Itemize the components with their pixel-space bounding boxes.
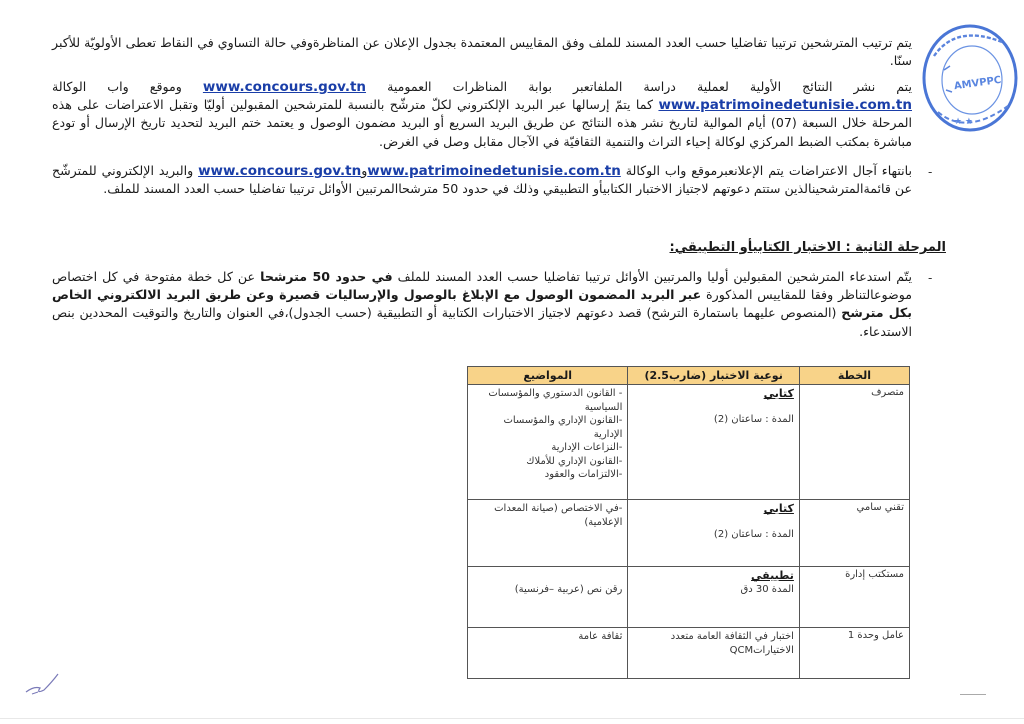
ranking-text: يتم ترتيب المترشحين ترتيبا تفاضليا حسب العدد المسند للملف وفق المقاييس المعتمدة بجدول الإعلان عن المناظرةوفي حالة التساوي في النقاط تعطى الأولويّة للأكبر سنّا. [52,35,912,69]
table-row [468,567,910,628]
subject-item: -القانون الإداري والمؤسسات الإدارية [503,415,623,440]
plan-cell: عامل وحدة 1 [799,628,909,679]
table-row [468,500,910,567]
svg-text:★ ★: ★ ★ [954,117,973,127]
bullet-marker: - [928,271,933,285]
exam-duration: المدة : ساعتان (2) [713,529,794,540]
subject-item: -القانون الإداري للأملاك [526,455,623,467]
exam-kind: تطبيقي [751,569,794,582]
agency-stamp-icon [916,20,1020,134]
exam-duration: اختبار في الثقافة العامة متعدد الاختياراتQCM [670,631,794,656]
concours-gov-link[interactable]: www.concours.gov.tn [202,79,367,95]
subject-item: -في الاختصاص (صيانة المعدات الإعلامية) [494,503,623,528]
invitation-text-c: (المنصوص عليهما باستمارة الترشح) قصد دعوتهم لاجتياز الاختبارات الكتابية أو التطبيقية (حسب الجدول)،في العنوان والتاريخ والتوقيت المحددين بنص الاستدعاء. [52,305,912,339]
invitation-text-a: يتّم استدعاء المترشحين المقبولين أوليا والمرتبين الأوائل ترتيبا تفاضليا حسب العدد المسند للملف [397,269,912,284]
bullet-marker: - [928,165,933,179]
objections-end-text-a: بانتهاء آجال الاعتراضات يتم الإعلانعبرموقع واب الوكالة [625,163,912,178]
exam-duration: المدة : ساعتان (2) [713,414,794,425]
subject-item: -النزاعات الإدارية [551,442,623,453]
exam-type-cell [628,385,800,500]
concours-gov-link-2[interactable]: www.concours.gov.tn [198,163,362,179]
initial-results-text-b: وموقع واب الوكالة [52,79,182,94]
subject-item: -الالتزامات والعقود [544,469,623,480]
header-subjects: المواضيع [468,367,628,385]
subject-item: - القانون الدستوري والمؤسسات السياسية [488,388,623,413]
subject-item: ثقافة عامة [578,631,623,642]
invitation-text-b: عن كل خطة مفتوحة في كل اختصاص موضوعالتناظر وفقا للمقاييس المذكورة [52,269,912,303]
header-plan: الخطة [799,367,909,385]
ranking-paragraph [52,34,912,70]
table-row [468,628,910,679]
objections-end-paragraph: بانتهاء آجال الاعتراضات يتم الإعلانعبرموقع واب الوكالة www.patrimoinedetunisie.com.tnوwww.concours.gov.tn والبريد الإلكتروني للمترشّح عن قائمةالمترشحينالذين ستتم دعوتهم لاجتياز الاختبار الكتابيأو التطبيقي وذلك في حدود 50 مترشحاالمرتبين الأوائل ترتيبا تفاضليا حسب العدد المسند للملف. [52,163,912,197]
subjects-cell [468,628,628,679]
header-exam-type: نوعية الاختبار (ضارب2.5) [628,367,800,385]
plan-cell: متصرف [799,385,909,500]
initial-results-text-c: كما يتمّ إرسالها عبر البريد الإلكتروني لكلّ مترشّح بالنسبة للمترشحين المقبولين أوليّا وتقبل الاعتراضات على هذه المرحلة خلال السبعة (07) أيام الموالية لتاريخ نشر هذه النتائج عن طريق البريد السريع أو البريد مضمون الوصول و يعتمد ختم البريد لتحديد تاريخ الإرسال أو تودع مباشرة بمكتب الضبط المركزي لوكالة إحياء التراث والتنمية الثقافيّة في الآجال مقابل وصل في الغرض. [52,97,912,149]
subjects-cell [468,385,628,500]
signature-icon [22,668,62,698]
plan-cell: مستكتب إدارة [799,567,909,628]
invitation-paragraph [52,268,912,341]
patrimoine-link[interactable]: www.patrimoinedetunisie.com.tn [658,97,912,114]
patrimoine-link-2[interactable]: www.patrimoinedetunisie.com.tn [367,163,621,179]
exam-kind: كتابي [763,387,794,400]
subjects-cell [468,500,628,567]
exam-type-cell [628,567,800,628]
exam-type-cell [628,500,800,567]
stamp-text: AMVPPC [953,74,1002,93]
table-header-row [468,367,910,385]
exam-plan-table [467,366,910,679]
invitation-bold-2: عبر البريد المضمون الوصول مع الإبلاغ بالوصول والإرساليات قصيرة وعن طريق البريد الالكتروني الخاص بكل مترشح [52,287,912,321]
initial-results-text-a: يتم نشر النتائج الأولية لعملية دراسة الملفاتعبر بوابة المناظرات العمومية [387,79,912,94]
objections-end-text-b: والبريد الإلكتروني للمترشّح عن قائمةالمترشحينالذين ستتم دعوتهم لاجتياز الاختبار الكتابيأو التطبيقي وذلك في حدود 50 مترشحاالمرتبين الأوائل ترتيبا تفاضليا حسب العدد المسند للملف. [52,163,912,197]
footer-divider [0,718,1024,719]
exam-kind: كتابي [763,502,794,515]
plan-cell: تقني سامي [799,500,909,567]
subjects-cell [468,567,628,628]
table-row [468,385,910,500]
invitation-bold-1: في حدود 50 مترشحا [260,269,393,284]
subject-item: رقن نص (عربية –فرنسية) [514,584,623,595]
exam-duration: المدة 30 دق [740,584,794,595]
exam-type-cell [628,628,800,679]
section-title: المرحلة الثانية : الاختبار الكتابيأو التطبيقي: [669,240,946,255]
initial-results-paragraph [52,78,912,151]
corner-mark [960,694,986,695]
